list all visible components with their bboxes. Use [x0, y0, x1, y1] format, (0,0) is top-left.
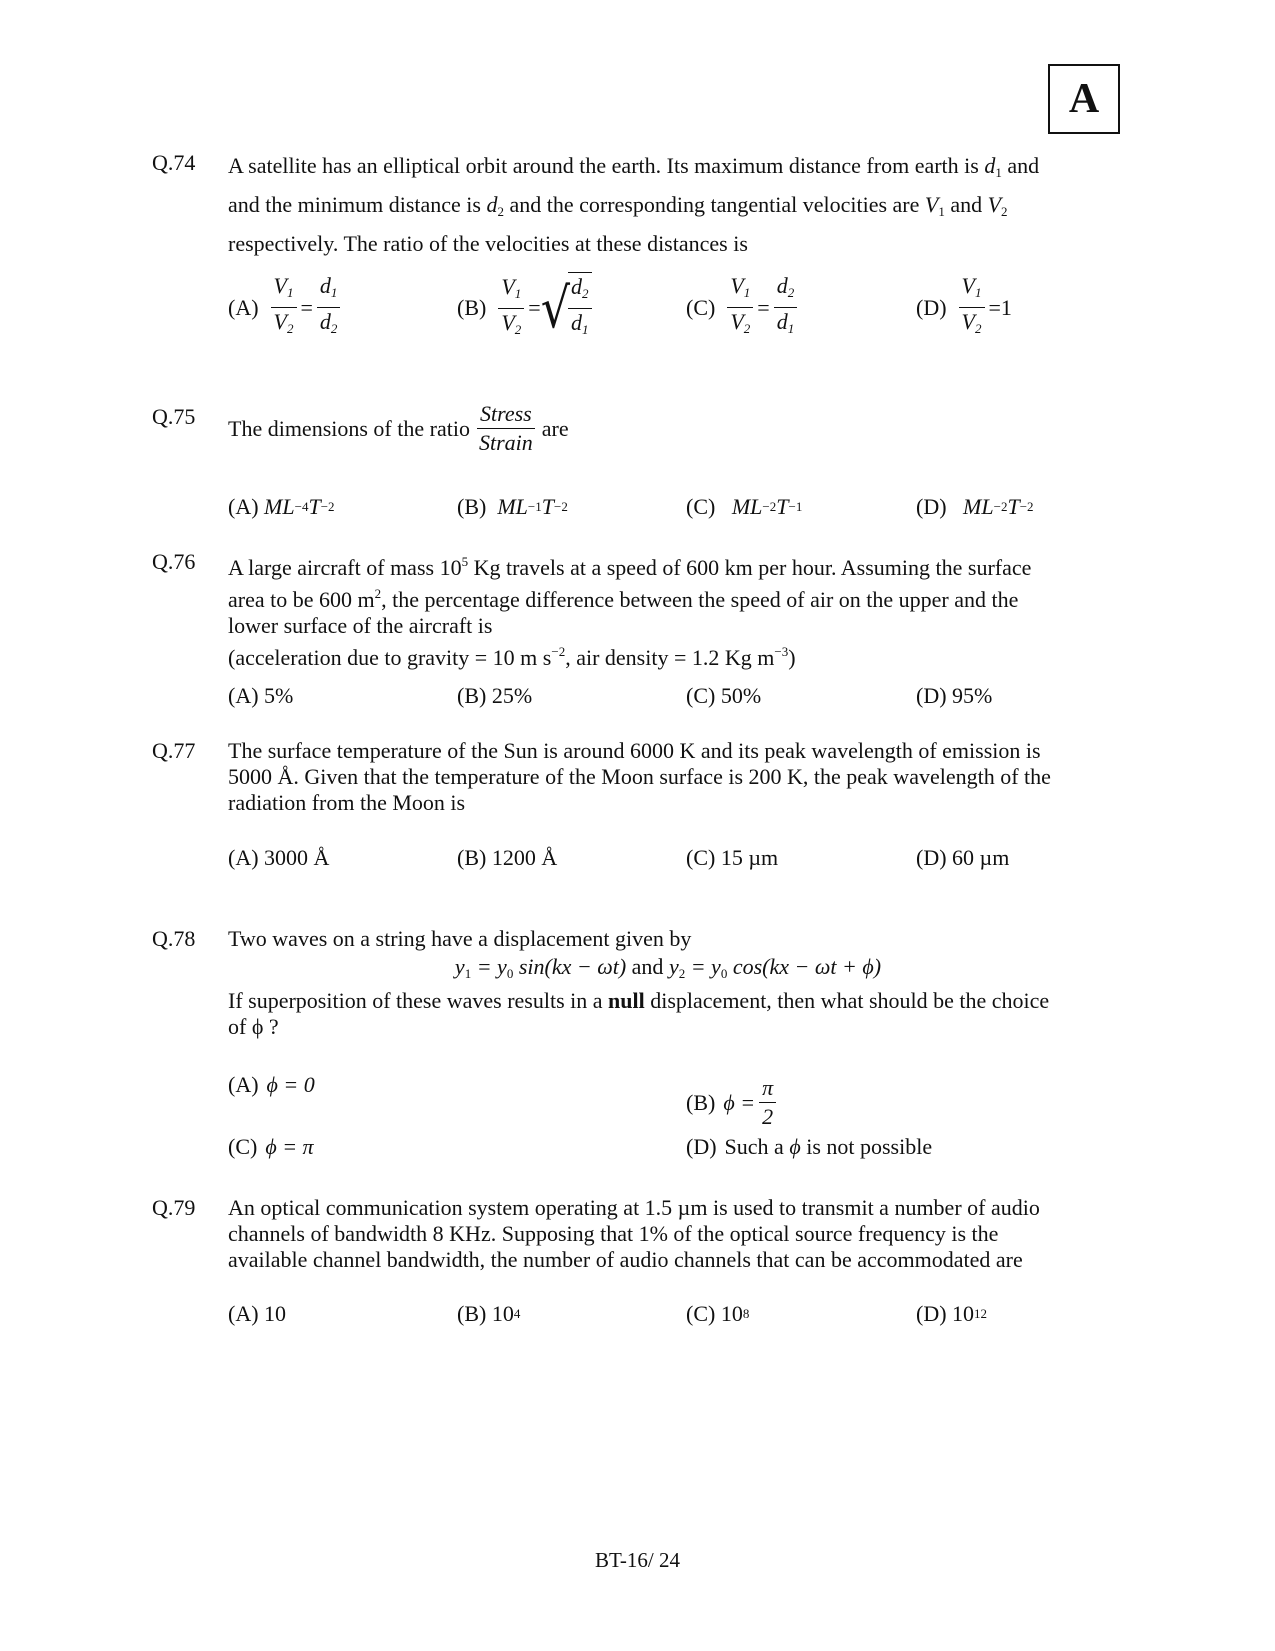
q79-number: Q.79	[152, 1195, 196, 1220]
q78-option-b: (B) ϕ = $\frac{\pi}{2}$	[686, 1074, 780, 1131]
q77-option-d: (D) 60 µm	[916, 845, 1010, 870]
q77-option-a: (A) 3000 Å	[228, 845, 330, 870]
q78-equation: $y_1 = y_0$ sin(kx − ωt) and $y_2 = y_0$ cos(kx − ωt + ϕ)	[454, 954, 882, 981]
q74-option-a: (A) $\frac{V_1}{V_2}$ = $\frac{d_1}{d_2}$	[228, 272, 344, 343]
q78-option-c: (C) ϕ = π	[228, 1134, 314, 1159]
q76-option-c: (C) 50%	[686, 683, 762, 708]
q76-option-d: (D) 95%	[916, 683, 993, 708]
q77-number: Q.77	[152, 738, 196, 763]
q76-number: Q.76	[152, 549, 196, 574]
q75-option-a: (A) ML −4 T −2	[228, 494, 335, 519]
q76-text: A large aircraft of mass $10^5$ Kg travels at a speed of 600 km per hour. Assuming the surface area to be 600 $m^2$, the percentage difference between the speed of air on the upper and the lower surface of the aircraft is (acceleration due to gravity = 10 m $s^{-2}$, air density = 1.2 Kg $m^{-3}$)	[228, 554, 1032, 670]
q78-option-d: (D) Such a ϕ is not possible	[686, 1134, 933, 1159]
stress-strain-fraction: $\frac{\text{Stress}}{\text{Strain}}$	[478, 401, 533, 455]
q79-option-c: (C) 10 8	[686, 1301, 750, 1326]
q77-option-b: (B) 1200 Å	[457, 845, 558, 870]
q75-option-d: (D) ML −2 T −2	[916, 494, 1034, 519]
q74-line1: A satellite has an elliptical orbit around the earth. Its maximum distance from earth is	[228, 153, 979, 178]
q78-number: Q.78	[152, 926, 196, 951]
q78-line1: Two waves on a string have a displacement given by	[228, 926, 692, 951]
q79-option-d: (D) 10 12	[916, 1301, 988, 1326]
set-code: A	[1068, 76, 1100, 122]
q77-option-c: (C) 15 µm	[686, 845, 779, 870]
q77-text: The surface temperature of the Sun is around 6000 K and its peak wavelength of emission is 5000 Å. Given that the temperature of the Moon surface is 200 K, the peak wavelength of the radiation from the Moon is	[228, 738, 1051, 815]
sqrt-symbol: √ $\frac{d_2}{d_1}$	[541, 272, 596, 344]
q75-option-b: (B) ML −1 T −2	[457, 494, 568, 519]
q74-option-b: (B) $\frac{V_1}{V_2}$ = √ $\frac{d_2}{d_1}$	[457, 272, 596, 344]
q79-text: An optical communication system operating at 1.5 µm is used to transmit a number of audio channels of bandwidth 8 KHz. Supposing that 1% of the optical source frequency is the available channel bandwidth, the number of audio channels that can be accommodated are	[228, 1195, 1040, 1272]
q78-text: If superposition of these waves results in a null displacement, then what should be the choice of ϕ ?	[228, 988, 1050, 1039]
q76-option-b: (B) 25%	[457, 683, 533, 708]
q74-option-d: (D) $\frac{V_1}{V_2}$ = 1	[916, 273, 1012, 336]
q79-option-b: (B) 10 4	[457, 1301, 521, 1326]
q75-text: The dimensions of the ratio $\frac{\text{Stress}}{\text{Strain}}$ are	[228, 401, 569, 455]
q79-option-a: (A) 10	[228, 1301, 287, 1326]
q74-line3: respectively. The ratio of the velocities at these distances is	[228, 231, 748, 256]
page-footer: BT-16/ 24	[595, 1548, 680, 1572]
q76-option-a: (A) 5%	[228, 683, 294, 708]
q74-option-c: (C) $\frac{V_1}{V_2}$ = $\frac{d_2}{d_1}$	[686, 272, 801, 343]
q78-option-a: (A) ϕ = 0	[228, 1072, 315, 1097]
q75-number: Q.75	[152, 404, 196, 429]
q75-option-c: (C) ML −2 T −1	[686, 494, 803, 519]
q74-number: Q.74	[152, 150, 196, 175]
q74-text: A satellite has an elliptical orbit around the earth. Its maximum distance from earth is $d_1$ and and the minimum distance is $d_2$ and the corresponding tangential velocities are $V_1$ and $V_2$ respectively. The ratio of the velocities at these distances is	[228, 150, 1108, 260]
set-code-box	[1048, 64, 1120, 134]
